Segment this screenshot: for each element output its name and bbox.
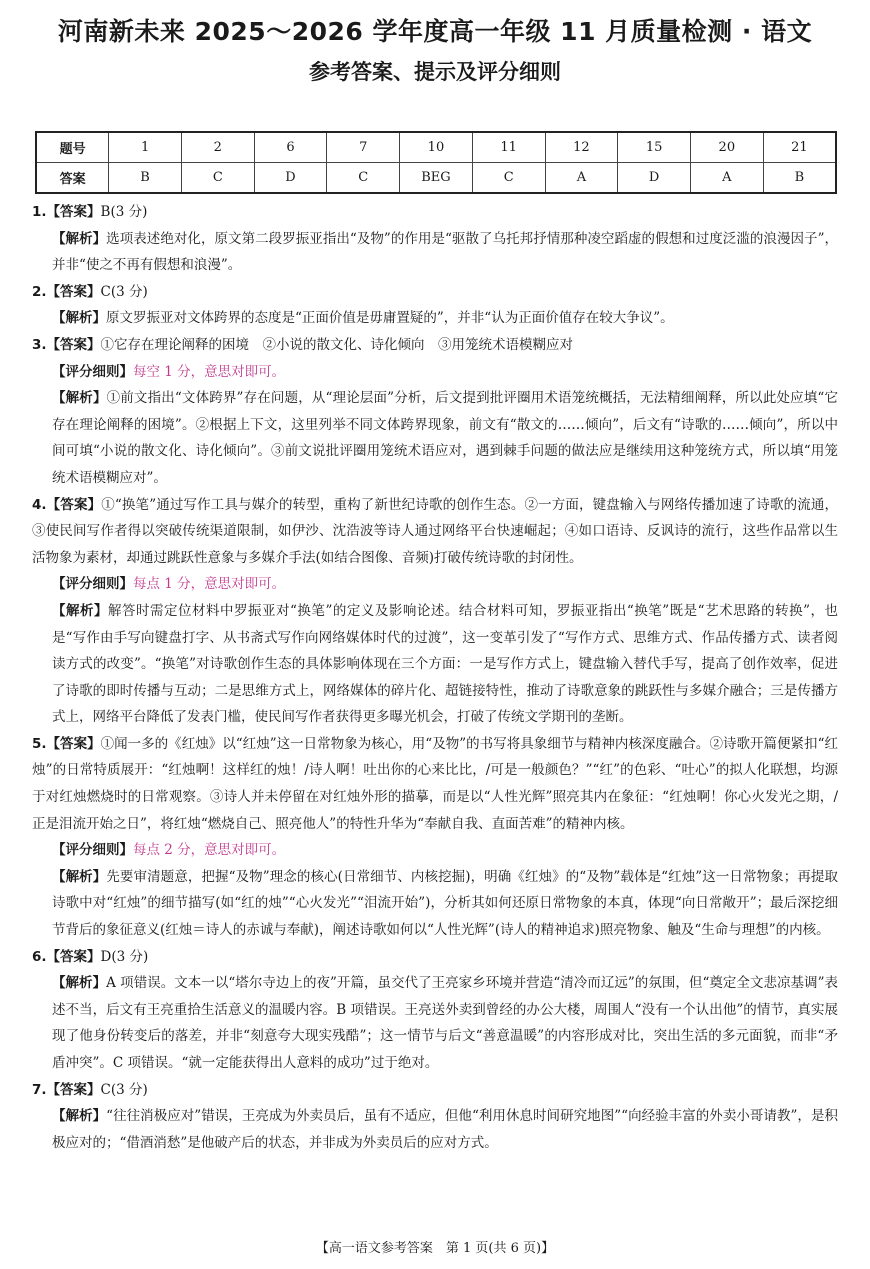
table-cell-number: 15: [618, 132, 691, 163]
analysis-text: ①前文指出“文体跨界”存在问题，从“理论层面”分析，后文提到批评圈用术语笼统概括，无法精细阐释，所以此处应填“它存在理论阐释的困境”。②根据上下文，这里列举不同文体跨界现象，前文有“散文的……倾向”，后文有“诗歌的……倾向”，所以中间可填“小说的散文化、诗化倾向”。③前文说批评圈用笼统术语应对，遇到棘手问题的做法应是继续用这种笼统方式，所以填“用笼统术语模糊应对”。: [52, 390, 838, 486]
table-cell-answer: A: [545, 163, 618, 194]
table-cell-number: 1: [109, 132, 182, 163]
answer-text: B(3 分): [100, 204, 148, 220]
answer-text: C(3 分): [100, 283, 148, 300]
answer-tag: 【答案】: [46, 496, 102, 513]
analysis-tag: 【解析】: [52, 602, 109, 619]
analysis-tag: 【解析】: [52, 310, 106, 327]
score-text: 每点 2 分，意思对即可。: [133, 842, 286, 859]
analysis-tag: 【解析】: [52, 1108, 107, 1125]
page-footer: 【高一语文参考答案 第 1 页(共 6 页)】: [315, 1241, 555, 1256]
table-cell-number: 2: [181, 132, 254, 163]
answer-table: [35, 131, 837, 194]
table-cell-number: 21: [763, 132, 836, 163]
analysis-text: 原文罗振亚对文体跨界的态度是“正面价值是毋庸置疑的”，并非“认为正面价值存在较大争议”。: [106, 310, 674, 327]
document-subtitle: 参考答案、提示及评分细则: [309, 60, 561, 84]
question-6-answer: [32, 944, 838, 971]
answer-table-number-row: [36, 132, 836, 163]
question-1-analysis: [32, 226, 838, 279]
question-7-answer: [32, 1077, 838, 1104]
table-cell-number: 7: [327, 132, 400, 163]
answer-tag: 【答案】: [46, 283, 101, 300]
analysis-text: “往往消极应对”错误，王亮成为外卖员后，虽有不适应，但他“利用休息时间研究地图”“向经验丰富的外卖小哥请教”，是积极应对的；“借酒消愁”是他破产后的状态，并非成为外卖员后的应对方式。: [52, 1108, 839, 1151]
analysis-tag: 【解析】: [52, 975, 107, 992]
table-cell-number: 6: [254, 132, 327, 163]
table-cell-number: 11: [472, 132, 545, 163]
question-2-analysis: [32, 305, 838, 332]
analysis-text: 选项表述绝对化，原文第二段罗振亚指出“及物”的作用是“驱散了乌托邦抒情那种凌空蹈虚的假想和过度泛滥的浪漫因子”，并非“使之不再有假想和浪漫”。: [52, 230, 839, 274]
answer-text: ①闻一多的《红烛》以“红烛”这一日常物象为核心，用“及物”的书写将具象细节与精神内核深度融合。②诗歌开篇便紧扣“红烛”的日常特质展开：“红烛啊！这样红的烛！/诗人啊！吐出你的心来比比，/可是一般颜色？”“红”的色彩、“吐心”的拟人化联想，均源于对红烛燃烧时的日常观察。③诗人并未停留在对红烛外形的描摹，而是以“人性光辉”照亮其内在象征：“红烛啊！你心火发光之期，/正是泪流开始之日”，将红烛“燃烧自己、照亮他人”的特性升华为“奉献自我、直面苦难”的精神内核。: [32, 735, 839, 832]
answer-explanations: [32, 199, 838, 1156]
table-cell-answer: B: [109, 163, 182, 194]
analysis-tag: 【解析】: [52, 390, 107, 407]
score-tag: 【评分细则】: [52, 842, 133, 859]
question-3-score: [32, 359, 838, 386]
row-label-number: 题号: [36, 132, 109, 163]
question-7-analysis: [32, 1103, 838, 1156]
question-number: 1.: [32, 204, 47, 220]
answer-tag: 【答案】: [46, 204, 101, 220]
table-cell-number: 12: [545, 132, 618, 163]
table-cell-answer: C: [472, 163, 545, 194]
answer-tag: 【答案】: [46, 336, 101, 353]
answer-table-answer-row: [36, 163, 836, 194]
analysis-text: 先要审清题意，把握“及物”理念的核心(日常细节、内核挖掘)，明确《红烛》的“及物”载体是“红烛”这一日常物象；再提取诗歌中对“红烛”的细节描写(如“红的烛”“心火发光”“泪流开始”)，分析其如何还原日常物象的本真，体现“向日常敞开”；最后深挖细节背后的象征意义(红烛＝诗人的赤诚与奉献)，阐述诗歌如何以“人性光辉”(诗人的精神追求)照亮物象、触及“生命与理想”的内核。: [52, 868, 839, 939]
question-6-analysis: [32, 970, 838, 1076]
answer-text: ①它存在理论阐释的困境 ②小说的散文化、诗化倾向 ③用笼统术语模糊应对: [100, 336, 574, 353]
table-cell-answer: B: [763, 163, 836, 194]
document-title: 河南新未来 2025～2026 学年度高一年级 11 月质量检测 · 语文: [57, 17, 813, 46]
table-cell-answer: D: [618, 163, 691, 194]
analysis-tag: 【解析】: [52, 868, 107, 885]
question-5-score: [32, 837, 838, 864]
table-cell-answer: BEG: [400, 163, 473, 194]
answer-text: ①“换笔”通过写作工具与媒介的转型，重构了新世纪诗歌的创作生态。②一方面，键盘输入与网络传播加速了诗歌的流通，③使民间写作者得以突破传统渠道限制，如伊沙、沈浩波等诗人通过网络平台快速崛起；④如口语诗、反讽诗的流行，这些作品常以生活物象为素材，却通过跳跃性意象与多媒介手法(如结合图像、音频)打破传统诗歌的封闭性。: [32, 496, 839, 566]
analysis-text: A 项错误。文本一以“塔尔寺边上的夜”开篇，虽交代了王亮家乡环境并营造“清冷而辽远”的氛围，但“奠定全文悲凉基调”表述不当，后文有王亮重拾生活意义的温暖内容。B 项错误。王亮送外卖到曾经的办公大楼，周围人“没有一个认出他”的情节，真实展现了他身份转变后的落差，并非“刻意夸大现实残酷”；这一情节与后文“善意温暖”的内容形成对比，突出生活的多元面貌，而非“矛盾冲突”。C 项错误。“就一定能获得出人意料的成功”过于绝对。: [52, 975, 839, 1071]
table-cell-number: 20: [690, 132, 763, 163]
question-number: 2.: [32, 283, 47, 300]
table-cell-answer: C: [327, 163, 400, 194]
answer-tag: 【答案】: [46, 1081, 101, 1098]
answer-tag: 【答案】: [46, 948, 101, 965]
question-number: 7.: [32, 1081, 47, 1098]
analysis-tag: 【解析】: [52, 230, 107, 247]
score-tag: 【评分细则】: [52, 576, 133, 593]
answer-text: C(3 分): [100, 1081, 148, 1098]
question-5-answer: [32, 731, 838, 837]
answer-text: D(3 分): [100, 948, 149, 965]
score-tag: 【评分细则】: [52, 363, 133, 380]
answer-tag: 【答案】: [46, 735, 101, 752]
question-number: 5.: [32, 735, 47, 752]
row-label-answer: 答案: [36, 163, 109, 194]
question-2-answer: [32, 279, 838, 306]
question-4-analysis: [32, 598, 838, 731]
question-3-answer: [32, 332, 838, 359]
question-number: 6.: [32, 948, 47, 965]
table-cell-answer: C: [181, 163, 254, 194]
question-3-analysis: [32, 385, 838, 491]
question-number: 3.: [32, 336, 47, 353]
score-text: 每点 1 分，意思对即可。: [133, 576, 286, 593]
question-5-analysis: [32, 864, 838, 944]
table-cell-answer: D: [254, 163, 327, 194]
score-text: 每空 1 分，意思对即可。: [133, 363, 286, 380]
question-1-answer: [32, 199, 838, 226]
table-cell-number: 10: [400, 132, 473, 163]
table-cell-answer: A: [690, 163, 763, 194]
question-4-answer: [32, 492, 838, 572]
question-number: 4.: [32, 496, 47, 513]
question-4-score: [32, 571, 838, 598]
analysis-text: 解答时需定位材料中罗振亚对“换笔”的定义及影响论述。结合材料可知，罗振亚指出“换笔”既是“艺术思路的转换”，也是“写作由手写向键盘打字、从书斋式写作向网络媒体时代的过渡”，这一变革引发了“写作方式、思维方式、作品传播方式、读者阅读方式的改变”。“换笔”对诗歌创作生态的具体影响体现在三个方面：一是写作方式上，键盘输入替代手写，提高了创作效率，促进了诗歌的即时传播与互动；二是思维方式上，网络媒体的碎片化、超链接特性，推动了诗歌意象的跳跃性与多媒介融合；三是传播方式上，网络平台降低了发表门槛，使民间写作者获得更多曝光机会，打破了传统文学期刊的垄断。: [52, 602, 838, 726]
